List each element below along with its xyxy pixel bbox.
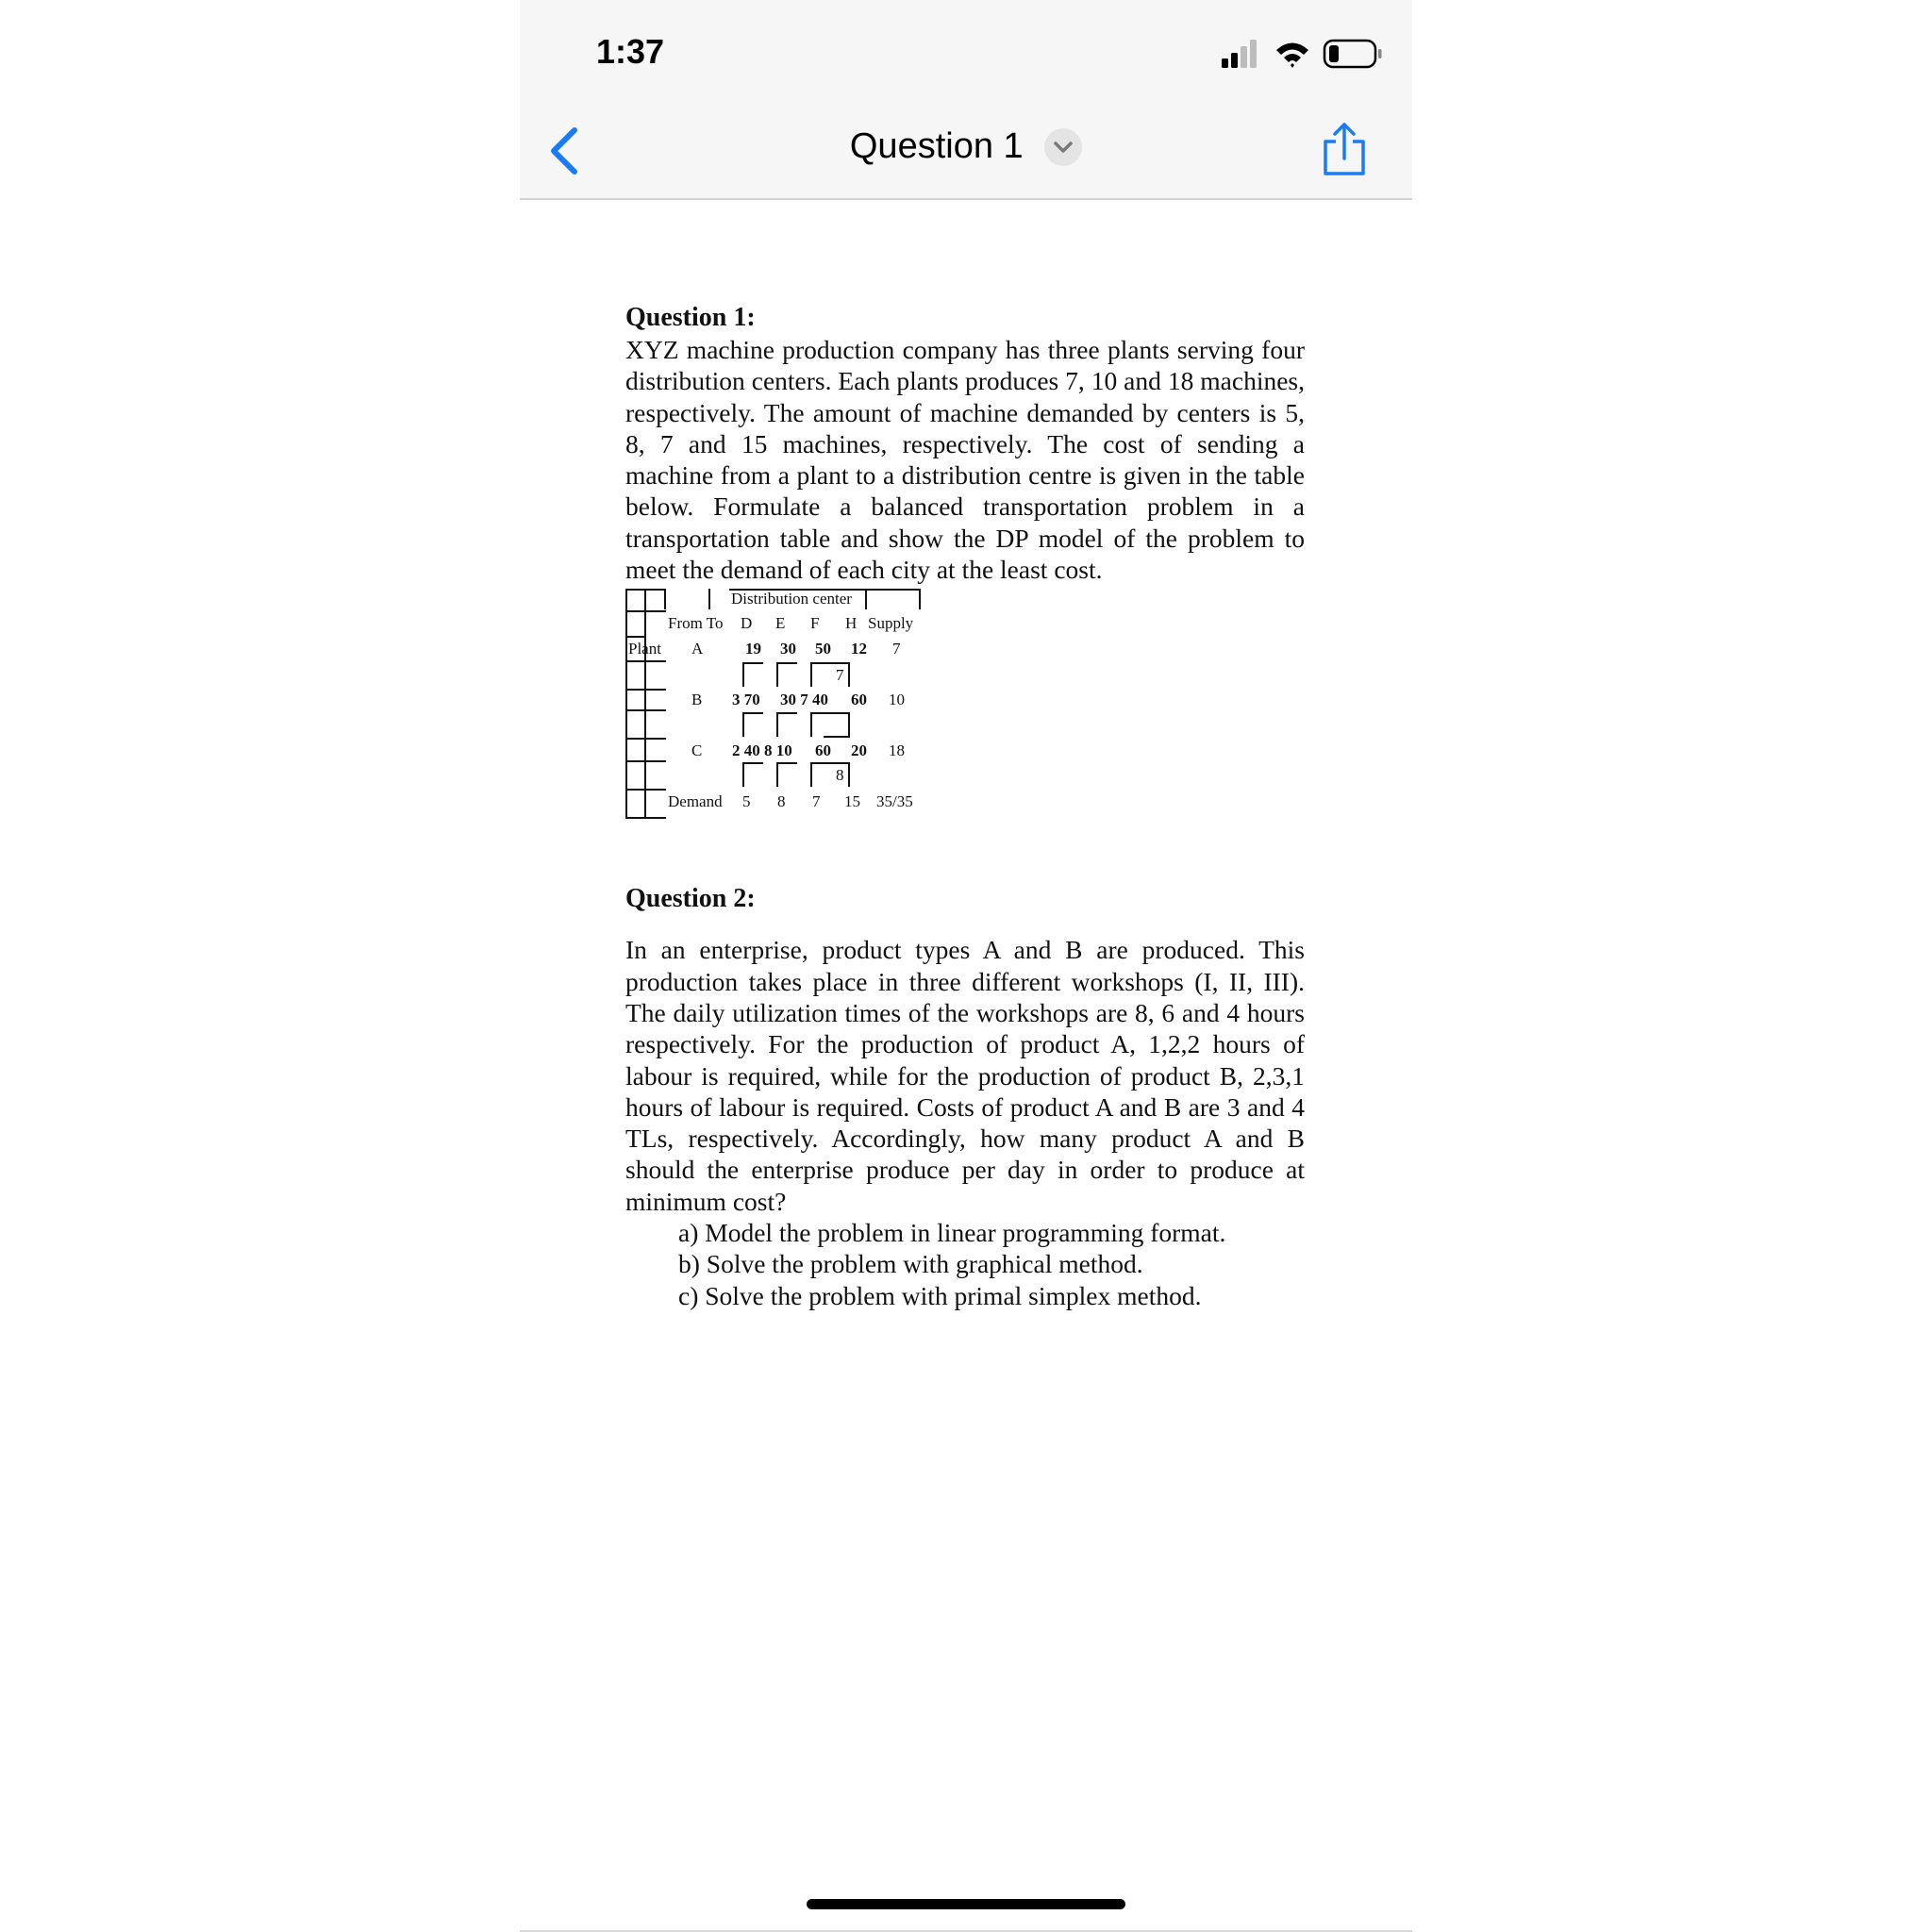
list-item: b) Solve the problem with graphical method. <box>678 1249 1143 1279</box>
table-demand-e: 8 <box>777 792 786 811</box>
question-2-items <box>625 1217 1305 1311</box>
question-1-text: XYZ machine production company has three plants serving four distribution centers. Each plants produces 7, 10 and 18 machines, respectively. The amount of machine demanded by centers is 5, 8, 7 and 15 machines, respectively. The cost of sending a machine from a plant to a distribution centre is given in the table below. Formulate a balanced transportation problem in a transportation table and show the DP model of the problem to meet the demand of each city at the least cost. <box>625 335 1305 585</box>
table-row-c-de: 2 40 8 10 <box>732 741 792 760</box>
table-row-a-boxed-value: 7 <box>836 666 844 685</box>
table-header-f: F <box>810 614 820 633</box>
table-demand-d: 5 <box>742 792 751 811</box>
table-row-a-name: A <box>691 640 704 658</box>
question-1-heading: Question 1: <box>625 303 756 332</box>
question-2-text: In an enterprise, product types A and B are produced. This production takes place in three different workshops (I, II, III). The daily utilization times of the workshops are 8, 6 and 4 hours respectively. For the production of product A, 1,2,2 hours of labour is required, while for the production of product B, 2,3,1 hours of labour is required. Costs of product A and B are 3 and 4 TLs, respectively. Accordingly, how many product A and B should the enterprise produce per day in order to produce at minimum cost? <box>625 935 1305 1216</box>
wifi-icon <box>1276 43 1308 69</box>
table-header-h: H <box>845 614 858 633</box>
table-row-c-boxed-value: 8 <box>836 766 844 785</box>
table-row-a-h: 12 <box>851 640 867 658</box>
share-button[interactable] <box>1320 121 1369 179</box>
table-row-b-h: 60 <box>851 691 867 709</box>
table-demand-h: 15 <box>844 792 860 811</box>
table-row-b-supply: 10 <box>889 691 905 709</box>
status-icons <box>1222 38 1391 70</box>
table-header-from-to: From To <box>668 614 724 633</box>
table-header-d: D <box>741 614 753 633</box>
table-demand-f: 7 <box>812 792 821 811</box>
cellular-signal-icon <box>1222 40 1257 68</box>
table-row-c-h: 20 <box>851 741 867 760</box>
table-header-supply: Supply <box>868 614 914 633</box>
table-row-b-ef: 30 7 40 <box>780 691 828 709</box>
table-header-e: E <box>775 614 786 633</box>
list-item: a) Model the problem in linear programming format. <box>678 1218 1226 1248</box>
list-item: c) Solve the problem with primal simplex method. <box>678 1280 1202 1310</box>
title-bar <box>520 126 1412 167</box>
table-demand-label: Demand <box>668 792 723 811</box>
transportation-table <box>625 587 927 821</box>
table-row-b-d: 3 70 <box>732 691 760 709</box>
table-group-header: Distribution center <box>731 590 852 608</box>
share-icon <box>1320 121 1369 179</box>
table-row-a-f: 50 <box>815 640 831 658</box>
document-page <box>625 302 1305 1311</box>
table-row-b-name: B <box>691 691 703 709</box>
chevron-down-icon <box>1044 128 1082 166</box>
status-time: 1:37 <box>596 32 665 71</box>
table-row-a-supply: 7 <box>892 640 901 658</box>
table-row-c-supply: 18 <box>889 741 905 760</box>
title-menu-button[interactable] <box>1044 128 1082 166</box>
page-title[interactable]: Question 1 <box>849 126 1024 166</box>
app-header <box>520 0 1412 200</box>
table-row-c-name: C <box>691 741 703 760</box>
battery-icon <box>1324 41 1382 67</box>
phone-screen <box>520 0 1412 1932</box>
table-row-c-f: 60 <box>815 741 831 760</box>
table-row-a-d: 19 <box>745 640 761 658</box>
table-plant-label: Plant <box>628 640 661 658</box>
table-demand-total: 35/35 <box>876 792 913 811</box>
home-indicator[interactable] <box>807 1899 1125 1909</box>
table-row-a-e: 30 <box>780 640 796 658</box>
question-2-heading: Question 2: <box>625 884 756 914</box>
